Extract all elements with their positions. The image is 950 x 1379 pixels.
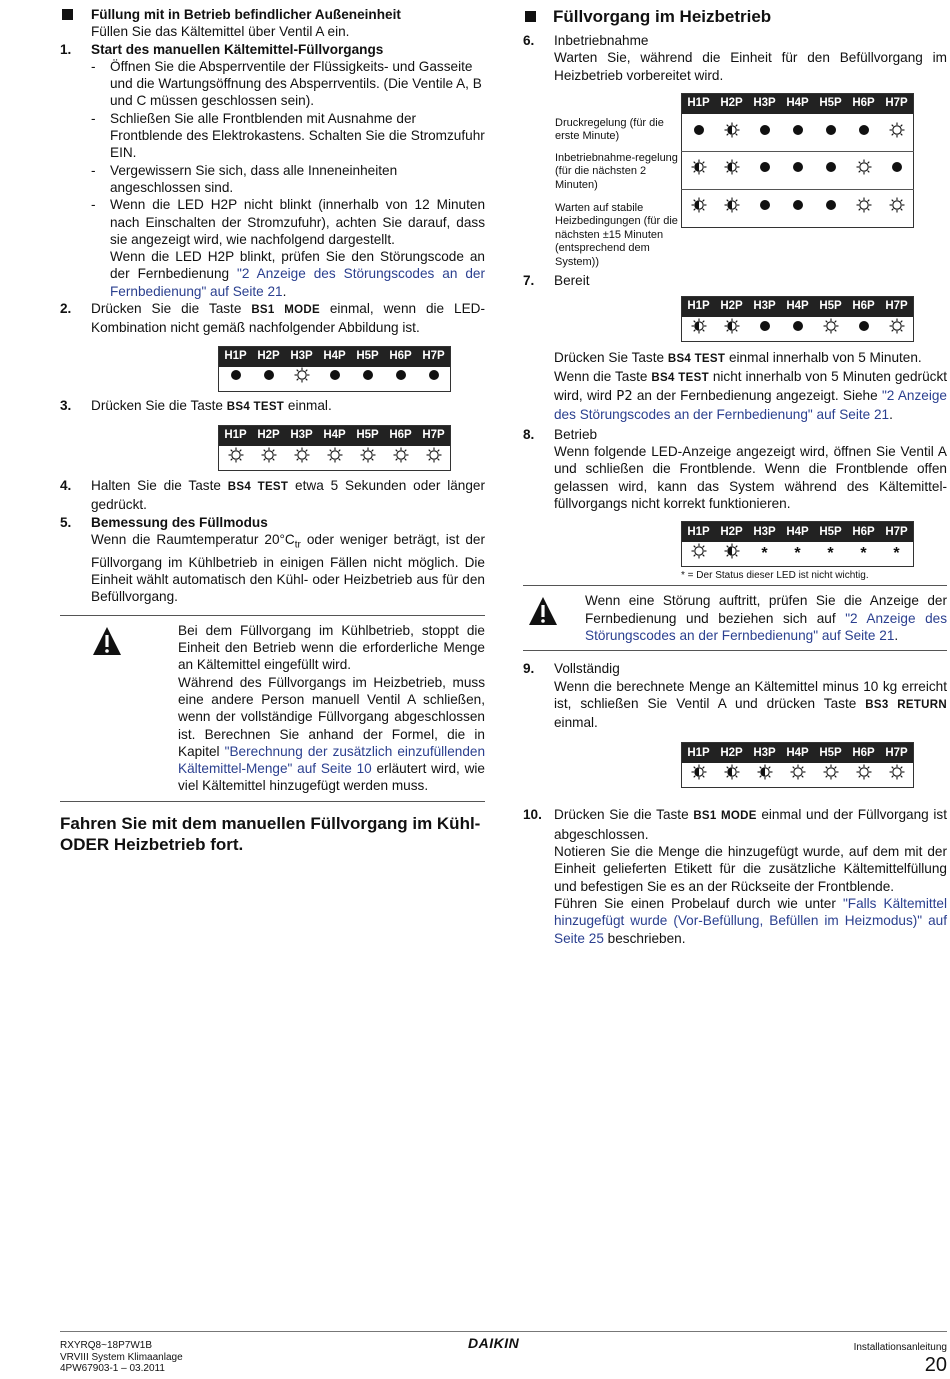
led-header-h2p: H2P — [715, 743, 748, 764]
led-cell-h4p — [318, 446, 351, 471]
led-cell-h6p — [847, 763, 880, 788]
step-7-line-2 — [554, 368, 947, 423]
led-blinking-icon — [856, 197, 872, 219]
key-bs4-test: BS4 TEST — [651, 371, 709, 384]
step-1-dash-3: - Vergewissern Sie sich, dass alle Inneneinheiten angeschlossen sind. — [91, 162, 485, 197]
error-code-link[interactable]: "2 Anzeige des Störungscodes an der Fernbedienung" auf Seite 21 — [110, 266, 486, 299]
row-label-3: Warten auf stabile Heizbedingungen (für die nächsten ±15 Minuten (entsprechend dem System)) — [555, 201, 678, 268]
led-blinking-icon — [856, 159, 872, 181]
led-header-h6p: H6P — [384, 425, 417, 446]
led-cell-h4p — [781, 317, 814, 342]
led-on-icon — [757, 197, 773, 219]
led-header-h2p: H2P — [715, 296, 748, 317]
led-blinking-icon — [294, 447, 310, 469]
led-cell-h2p — [715, 152, 748, 190]
led-header-h2p: H2P — [252, 346, 285, 367]
led-blinking-icon — [823, 764, 839, 786]
text: Drücken Sie die Taste — [554, 807, 694, 823]
led-state-row — [682, 190, 914, 228]
key-bs4-test: BS4 TEST — [226, 400, 285, 413]
led-cell-h1p — [682, 317, 716, 342]
step-text-end: etwa 5 Sekunden oder länger gedrückt. — [91, 477, 485, 513]
text-end: einmal. — [554, 715, 598, 731]
led-blinking-icon — [823, 318, 839, 340]
led-on-icon — [757, 159, 773, 181]
led-state-row — [682, 114, 914, 151]
led-on-icon — [393, 367, 409, 389]
led-cell-h4p — [781, 542, 814, 567]
led-header-h2p: H2P — [252, 425, 285, 446]
led-cell-h1p — [219, 367, 253, 392]
warning-box — [60, 615, 485, 802]
warning-paragraph-1: Bei dem Füllvorgang im Kühlbetrieb, stoppt die Einheit den Betrieb wenn die erforderliche Menge an Kältemittel eingefüllt wird. — [178, 622, 485, 673]
step-1-h2p-note — [91, 248, 485, 300]
led-cell-h3p — [748, 763, 781, 788]
section-heading — [523, 6, 947, 27]
error-code-link[interactable]: "2 Anzeige des Störungscodes an der Fernbedienung" auf Seite 21 — [585, 610, 947, 643]
note-end: . — [282, 283, 287, 299]
step-text: Drücken Sie die Taste — [91, 301, 252, 317]
led-on-icon — [823, 122, 839, 144]
led-on-icon — [790, 197, 806, 219]
step-4 — [60, 477, 485, 514]
led-state-row — [682, 763, 914, 788]
led-cell-h4p — [781, 763, 814, 788]
led-cell-h1p — [682, 542, 716, 567]
step-title: Betrieb — [554, 426, 598, 442]
led-on-icon — [228, 367, 244, 389]
step-7-line-1 — [554, 349, 947, 368]
key-bs4-test: BS4 TEST — [227, 480, 289, 493]
led-header-h5p: H5P — [351, 346, 384, 367]
led-flashing-icon — [691, 318, 707, 340]
led-cell-h4p — [781, 152, 814, 190]
led-cell-h5p — [351, 446, 384, 471]
led-header-h2p: H2P — [715, 93, 748, 114]
led-cell-h2p — [715, 763, 748, 788]
led-header-h1p: H1P — [219, 346, 253, 367]
error-code-p2: P2 — [616, 388, 633, 405]
step-title: Vollständig — [554, 661, 620, 677]
step-9 — [523, 660, 947, 731]
step-text: Halten Sie die Taste — [91, 477, 228, 493]
led-header-h7p: H7P — [417, 425, 451, 446]
led-blinking-icon — [889, 197, 905, 219]
led-cell-h2p — [715, 190, 748, 228]
text-end: . — [894, 627, 899, 643]
section-text: Füllen Sie das Kältemittel über Ventil A ein. — [91, 24, 350, 40]
led-header-h3p: H3P — [285, 425, 318, 446]
led-cell-h2p — [715, 114, 748, 151]
footer-docno: 4PW67903-1 – 03.2011 — [60, 1363, 165, 1374]
step-6-diagram — [523, 93, 947, 270]
led-cell-h3p — [748, 542, 781, 567]
text-end: oder weniger beträgt, ist der Füllvorgang im Kühlbetrieb in einigen Fällen nicht möglich. Die Einheit wählt automatisch den Kühl- oder Heizbetrieb aus für den Befüllvorgang. — [91, 531, 485, 605]
led-flashing-icon — [757, 764, 773, 786]
led-cell-h7p — [880, 114, 914, 151]
led-on-icon — [790, 159, 806, 181]
led-table-step-7 — [681, 296, 914, 342]
led-blinking-icon — [294, 367, 310, 389]
led-cell-h6p — [847, 190, 880, 228]
step-1-dash-2: - Schließen Sie alle Frontblenden mit Ausnahme der Frontblende des Elektrokastens. Schalten Sie die Stromzufuhr EIN. — [91, 110, 485, 162]
led-cell-h1p — [682, 152, 716, 190]
step-text: Wenn folgende LED-Anzeige angezeigt wird, öffnen Sie Ventil A und schließen die Frontblende. Wenn die Frontblende offen gelassen wird, kann das System während des Kältemittel-füllvorgangs nicht korrekt funktionieren. — [554, 444, 947, 512]
subscript: tr — [294, 539, 301, 551]
led-on-icon — [889, 159, 905, 181]
led-header-h1p: H1P — [682, 743, 716, 764]
continue-heading: Fahren Sie mit dem manuellen Füllvorgang im Kühl- ODER Heizbetrieb fort. — [60, 813, 481, 854]
led-cell-h4p — [781, 114, 814, 151]
step-text: Drücken Sie die Taste — [91, 397, 227, 413]
led-blinking-icon — [360, 447, 376, 469]
led-cell-h7p — [880, 542, 914, 567]
led-cell-h1p — [682, 763, 716, 788]
step-6 — [523, 32, 947, 84]
step-title: Start des manuellen Kältemittel-Füllvorgangs — [91, 41, 384, 57]
warning-icon — [523, 592, 585, 644]
led-cell-h6p — [384, 446, 417, 471]
text: Wenn die berechnete Menge an Kältemittel minus 10 kg erreicht ist, schließen Sie Ventil A und drücken Taste — [554, 678, 947, 711]
led-header-h1p: H1P — [682, 296, 716, 317]
row-label-2: Inbetriebnahme-regelung (für die nächsten 2 Minuten) — [555, 151, 678, 191]
led-on-icon — [327, 367, 343, 389]
text: Drücken Sie Taste — [554, 349, 668, 365]
step-text — [554, 806, 947, 843]
led-header-h7p: H7P — [880, 296, 914, 317]
led-on-icon — [757, 318, 773, 340]
section-filling-running — [60, 6, 485, 41]
led-cell-h7p — [417, 446, 451, 471]
led-cell-h5p — [814, 190, 847, 228]
led-table-step-9 — [681, 742, 914, 788]
note-star: * — [681, 570, 685, 582]
step-7 — [523, 272, 947, 289]
heading-title: Füllvorgang im Heizbetrieb — [553, 7, 772, 26]
led-blinking-icon — [327, 447, 343, 469]
led-header-h6p: H6P — [847, 296, 880, 317]
section-title: Füllung mit in Betrieb befindlicher Außeneinheit — [91, 7, 401, 22]
led-table-step-2 — [218, 346, 451, 392]
text-end: beschrieben. — [603, 930, 686, 946]
step-number: 9. — [523, 661, 535, 677]
led-header-h1p: H1P — [219, 425, 253, 446]
step-3 — [60, 397, 485, 416]
led-note — [681, 569, 947, 583]
note-text: Wenn die LED H2P blinkt, prüfen Sie den Störungscode an der Fernbedienung — [110, 249, 485, 282]
led-table-step-3 — [218, 425, 451, 471]
daikin-logo: DAIKIN — [468, 1335, 520, 1351]
step-2 — [60, 300, 485, 337]
led-cell-h3p — [748, 114, 781, 151]
led-dontcare-icon: * — [827, 545, 834, 563]
key-bs1-mode: BS1 MODE — [693, 810, 757, 823]
led-blinking-icon — [261, 447, 277, 469]
text-end: einmal und der Füllvorgang ist abgeschlossen. — [554, 807, 947, 842]
page-footer — [60, 1331, 947, 1376]
led-flashing-icon — [691, 764, 707, 786]
led-state-row — [219, 446, 451, 471]
led-blinking-icon — [228, 447, 244, 469]
led-header-h3p: H3P — [748, 93, 781, 114]
led-state-row — [682, 317, 914, 342]
led-cell-h3p — [285, 446, 318, 471]
led-cell-h1p — [682, 190, 716, 228]
led-on-icon — [691, 122, 707, 144]
led-header-h4p: H4P — [781, 296, 814, 317]
led-cell-h6p — [847, 152, 880, 190]
led-cell-h3p — [748, 152, 781, 190]
led-cell-h7p — [880, 317, 914, 342]
led-table-step-8 — [681, 521, 914, 567]
step-title: Bemessung des Füllmodus — [91, 514, 268, 530]
led-cell-h7p — [880, 190, 914, 228]
led-header-h7p: H7P — [880, 743, 914, 764]
key-bs1-mode: BS1 MODE — [251, 304, 320, 317]
led-on-icon — [856, 318, 872, 340]
led-on-icon — [823, 159, 839, 181]
step-10 — [523, 806, 947, 946]
led-cell-h7p — [880, 152, 914, 190]
led-header-h4p: H4P — [781, 93, 814, 114]
refrigerant-calc-link[interactable]: "Berechnung der zusätzlich einzufüllenden Kältemittel-Menge" auf Seite 10 — [178, 743, 485, 777]
page-number: 20 — [924, 1353, 947, 1376]
led-cell-h3p — [748, 190, 781, 228]
led-cell-h1p — [219, 446, 253, 471]
text: nicht innerhalb von 5 Minuten gedrückt wird, wird — [554, 368, 948, 404]
led-cell-h5p — [814, 542, 847, 567]
note-text: = Der Status dieser LED ist nicht wichtig. — [684, 570, 869, 582]
text: an der Fernbedienung angezeigt. Siehe — [632, 388, 882, 404]
led-cell-h1p — [682, 114, 716, 151]
led-header-h7p: H7P — [417, 346, 451, 367]
step-7-text — [523, 349, 947, 423]
step-number: 8. — [523, 426, 535, 442]
text: Wenn die Taste — [554, 368, 652, 384]
led-header-h1p: H1P — [682, 93, 716, 114]
led-flashing-icon — [691, 197, 707, 219]
led-cell-h6p — [384, 367, 417, 392]
step-number: 10. — [523, 807, 542, 823]
led-header-h6p: H6P — [847, 93, 880, 114]
led-flashing-icon — [724, 159, 740, 181]
text: Während des Füllvorgangs im Heizbetrieb, muss eine andere Person manuell Ventil A schließen, wenn der vollständige Füllvorgang abgeschlossen ist. Berechnen Sie anhand der Formel, die in Kapitel — [178, 674, 485, 759]
led-cell-h6p — [847, 542, 880, 567]
led-cell-h2p — [252, 446, 285, 471]
led-flashing-icon — [724, 318, 740, 340]
led-on-icon — [426, 367, 442, 389]
step-text-end: einmal, wenn die LED-Kombination nicht gemäß nachfolgender Abbildung ist. — [91, 301, 486, 336]
led-header-h5p: H5P — [814, 296, 847, 317]
led-on-icon — [757, 122, 773, 144]
led-header-row — [682, 296, 914, 317]
led-header-h5p: H5P — [814, 93, 847, 114]
step-title: Bereit — [554, 273, 590, 289]
led-header-h3p: H3P — [748, 522, 781, 543]
led-header-h3p: H3P — [748, 743, 781, 764]
led-cell-h5p — [814, 152, 847, 190]
led-on-icon — [360, 367, 376, 389]
led-blinking-icon — [889, 764, 905, 786]
led-flashing-icon — [724, 764, 740, 786]
led-header-h3p: H3P — [285, 346, 318, 367]
led-header-row — [682, 743, 914, 764]
led-dontcare-icon: * — [761, 545, 768, 563]
led-header-h4p: H4P — [318, 425, 351, 446]
led-on-icon — [856, 122, 872, 144]
led-cell-h5p — [814, 114, 847, 151]
led-dontcare-icon: * — [794, 545, 801, 563]
led-header-h6p: H6P — [847, 743, 880, 764]
led-blinking-icon — [691, 543, 707, 565]
led-header-h4p: H4P — [781, 743, 814, 764]
text: Führen Sie einen Probelauf durch wie unter — [554, 895, 843, 911]
text-end: einmal innerhalb von 5 Minuten. — [725, 349, 922, 365]
step-number: 7. — [523, 273, 535, 289]
led-cell-h6p — [847, 114, 880, 151]
led-header-h7p: H7P — [880, 93, 914, 114]
led-header-row — [219, 425, 451, 446]
led-header-row — [682, 93, 914, 114]
step-1-dash-4: - Wenn die LED H2P nicht blinkt (innerhalb von 12 Minuten nach Einschalten der Stromzufuhr), achten Sie darauf, dass sie angezeigt wird, wie nachfolgend dargestellt. — [91, 196, 485, 248]
step-6-row-labels — [555, 93, 681, 270]
step-1-dash-1: - Öffnen Sie die Absperrventile der Flüssigkeits- und Gasseite und die Wartungsöffnung des Absperrventils. (Die Ventile A, B und C müssen geschlossen sein). — [91, 58, 485, 110]
error-code-link[interactable]: "2 Anzeige des Störungscodes an der Fernbedienung" auf Seite 21 — [554, 388, 947, 422]
led-dontcare-icon: * — [860, 545, 867, 563]
led-cell-h6p — [847, 317, 880, 342]
step-text: Warten Sie, während die Einheit für den Befüllvorgang im Heizbetrieb vorbereitet wird. — [554, 50, 947, 83]
step-text — [554, 678, 947, 732]
left-column — [60, 6, 485, 855]
led-blinking-icon — [790, 764, 806, 786]
step-text-end: einmal. — [284, 397, 332, 413]
step-number: 5. — [60, 514, 72, 530]
led-blinking-icon — [426, 447, 442, 469]
led-state-row — [219, 367, 451, 392]
step-number: 3. — [60, 397, 72, 413]
led-cell-h5p — [814, 763, 847, 788]
key-bs4-test: BS4 TEST — [667, 352, 726, 365]
step-1 — [60, 41, 485, 300]
led-cell-h5p — [351, 367, 384, 392]
led-cell-h2p — [715, 317, 748, 342]
led-header-h5p: H5P — [351, 425, 384, 446]
led-blinking-icon — [889, 122, 905, 144]
warning-text — [585, 592, 947, 644]
led-blinking-icon — [889, 318, 905, 340]
warning-icon — [60, 622, 178, 795]
footer-system: VRVIII System Klimaanlage — [60, 1351, 183, 1363]
led-on-icon — [823, 197, 839, 219]
led-cell-h2p — [252, 367, 285, 392]
led-on-icon — [790, 122, 806, 144]
footer-doctype: Installationsanleitung — [853, 1342, 947, 1353]
footer-right — [854, 1342, 947, 1376]
led-cell-h4p — [781, 190, 814, 228]
step-10-paragraph-3 — [554, 895, 947, 947]
led-flashing-icon — [691, 159, 707, 181]
text: Wenn eine Störung auftritt, prüfen Sie die Anzeige der Fernbedienung und beziehen sich auf — [585, 593, 947, 626]
bullet-square-icon — [62, 9, 73, 20]
row-label-1: Druckregelung (für die erste Minute) — [555, 116, 664, 143]
step-number: 2. — [60, 301, 72, 317]
test-run-link[interactable]: "Falls Kältemittel hinzugefügt wurde (Vor-Befüllung, Befüllen im Heizmodus)" auf Seite 25 — [554, 895, 947, 946]
led-cell-h5p — [814, 317, 847, 342]
step-5-text — [91, 531, 485, 606]
led-header-row — [682, 522, 914, 543]
led-header-h3p: H3P — [748, 296, 781, 317]
warning-box — [523, 585, 947, 651]
step-number: 4. — [60, 477, 72, 493]
led-flashing-icon — [724, 122, 740, 144]
led-state-row — [682, 152, 914, 190]
step-title: Inbetriebnahme — [554, 33, 649, 48]
led-flashing-icon — [724, 543, 740, 565]
right-column — [523, 6, 947, 947]
led-blinking-icon — [856, 764, 872, 786]
footer-model: RXYRQ8~18P7W1B — [60, 1340, 152, 1351]
text: Wenn die Raumtemperatur 20°C — [91, 531, 295, 547]
led-header-h7p: H7P — [880, 522, 914, 543]
led-header-h4p: H4P — [318, 346, 351, 367]
led-header-h5p: H5P — [814, 743, 847, 764]
led-header-h6p: H6P — [847, 522, 880, 543]
led-cell-h7p — [880, 763, 914, 788]
led-header-h6p: H6P — [384, 346, 417, 367]
step-5 — [60, 514, 485, 606]
led-header-h2p: H2P — [715, 522, 748, 543]
led-blinking-icon — [393, 447, 409, 469]
led-on-icon — [790, 318, 806, 340]
led-header-h1p: H1P — [682, 522, 716, 543]
led-table-step-6 — [681, 93, 914, 228]
step-number: 6. — [523, 33, 535, 48]
led-header-row — [219, 346, 451, 367]
led-on-icon — [261, 367, 277, 389]
warning-paragraph-2 — [178, 674, 485, 795]
led-header-h5p: H5P — [814, 522, 847, 543]
led-cell-h3p — [285, 367, 318, 392]
led-header-h4p: H4P — [781, 522, 814, 543]
led-cell-h3p — [748, 317, 781, 342]
bullet-square-icon — [525, 11, 536, 22]
step-10-paragraph-2: Notieren Sie die Menge die hinzugefügt wurde, auf dem mit der Einheit gelieferten Etikett für die zusätzliche Kältemittelfüllung und befestigen Sie es an der Rückseite der Frontblende. — [554, 844, 947, 894]
led-flashing-icon — [724, 197, 740, 219]
led-cell-h7p — [417, 367, 451, 392]
footer-left — [60, 1340, 183, 1375]
step-8 — [523, 426, 947, 512]
led-dontcare-icon: * — [893, 545, 900, 563]
text-end: erläutert wird, wie viel Kältemittel hinzugefügt werden muss. — [178, 761, 485, 794]
step-number: 1. — [60, 41, 72, 57]
led-state-row — [682, 542, 914, 567]
led-cell-h4p — [318, 367, 351, 392]
key-bs3-return: BS3 RETURN — [865, 698, 947, 711]
led-cell-h2p — [715, 542, 748, 567]
text-end: . — [889, 406, 893, 422]
